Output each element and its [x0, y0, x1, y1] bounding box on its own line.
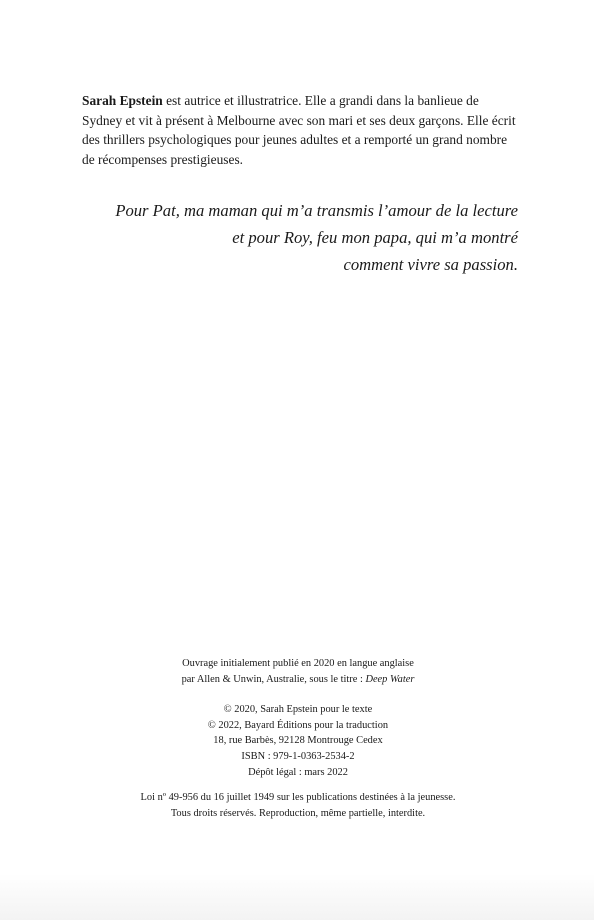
isbn: ISBN : 979-1-0363-2534-2 — [241, 750, 355, 762]
original-title: Deep Water — [365, 673, 415, 685]
law-notice: Loi nº 49-956 du 16 juillet 1949 sur les publications destinées à la jeunesse. — [140, 792, 456, 804]
dedication-line-1: Pour Pat, ma maman qui m’a transmis l’amour de la lecture — [115, 201, 518, 220]
dedication — [82, 197, 518, 278]
dedication-line-3: comment vivre sa passion. — [343, 255, 518, 274]
rights-notice: Tous droits réservés. Reproduction, même partielle, interdite. — [170, 807, 426, 819]
original-publication-line-2 — [60, 672, 536, 688]
dedication-line-2: et pour Roy, feu mon papa, qui m’a montré — [232, 228, 518, 247]
author-bio-text: est autrice et illustratrice. Elle a grandi dans la banlieue de Sydney et vit à présent à Melbourne avec son mari et ses deux garçons. Elle écrit des thrillers psychologiques pour jeunes adultes et a remporté un grand nombre de récompenses prestigieuses. — [82, 93, 516, 167]
page-bottom-shadow — [0, 874, 594, 920]
copyright-text: © 2020, Sarah Epstein pour le texte — [223, 704, 373, 716]
copyright-translation: © 2022, Bayard Éditions pour la traduction — [207, 719, 389, 731]
colophon — [60, 656, 536, 821]
author-name: Sarah Epstein — [82, 93, 163, 108]
legal-deposit: Dépôt légal : mars 2022 — [248, 766, 348, 778]
original-publication-prefix: par Allen & Unwin, Australie, sous le titre : — [181, 673, 366, 685]
publisher-address: 18, rue Barbès, 92128 Montrouge Cedex — [213, 735, 383, 747]
author-bio — [82, 91, 518, 169]
original-publication-line-1: Ouvrage initialement publié en 2020 en langue anglaise — [182, 658, 414, 669]
